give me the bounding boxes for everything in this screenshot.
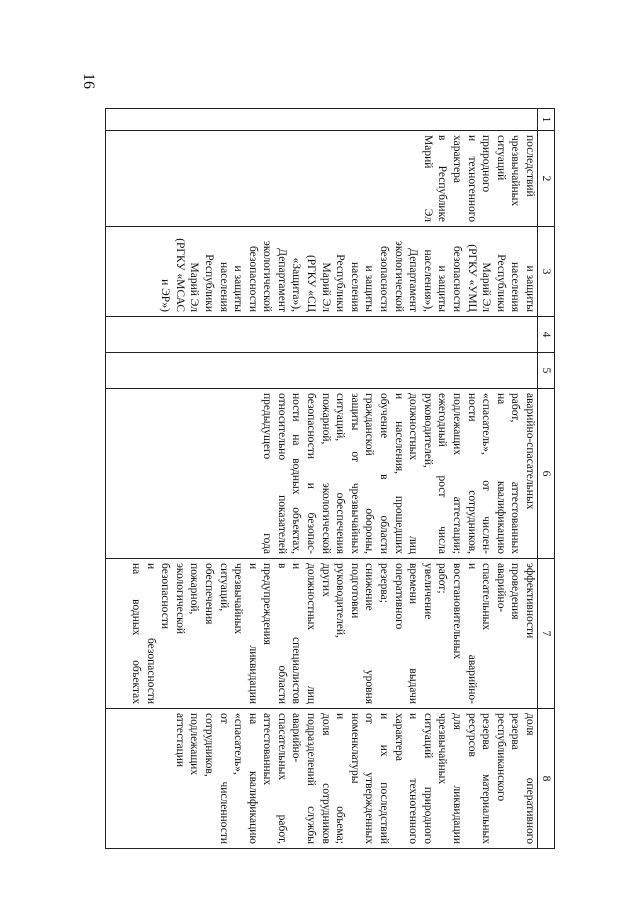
- cell-line: «спасатель», от числен-: [480, 393, 493, 554]
- cell-number: [106, 109, 538, 131]
- cell-line: Марий Эл: [188, 262, 201, 312]
- cell-line: резерва;: [378, 563, 391, 603]
- col-header-2: 2: [538, 131, 555, 227]
- cell-line: и объема;: [334, 713, 347, 844]
- cell-line: доля сотрудников: [319, 713, 332, 844]
- cell-line: и защиты: [524, 265, 536, 312]
- cell-program-name: [106, 131, 538, 227]
- col-header-8: 8: [538, 709, 555, 849]
- cell-line: чрезвычайных: [509, 135, 522, 207]
- cell-line: республиканского: [494, 713, 507, 802]
- cell-line: (РГКУ «УМЦ: [465, 244, 478, 312]
- cell-line: населения: [217, 261, 230, 312]
- cell-line: безопасности: [246, 245, 259, 312]
- cell-expected-results: [106, 389, 538, 559]
- cell-line: безопасности и безопас-: [305, 393, 318, 554]
- cell-line: от численности: [217, 713, 230, 844]
- measures-table: [105, 108, 555, 849]
- cell-line: восстановительных: [451, 563, 464, 660]
- header-row: [538, 109, 555, 849]
- cell-line: Марий Эл: [319, 262, 332, 312]
- cell-line: ситуаций,: [217, 563, 230, 612]
- cell-line: (РГКУ «СЦ: [305, 254, 318, 312]
- cell-line: экологической: [261, 240, 274, 312]
- cell-line: и ликвидации: [246, 563, 259, 704]
- cell-line: природного: [480, 135, 493, 193]
- cell-line: спасательных: [480, 563, 493, 631]
- cell-line: подлежащих аттестации;: [451, 393, 464, 554]
- cell-line: и защиты: [232, 265, 245, 312]
- cell-line: безопасности: [378, 245, 391, 312]
- col-header-5: 5: [538, 353, 555, 389]
- cell-line: Марий Эл: [480, 262, 493, 312]
- cell-line: относительно показателей: [275, 393, 288, 554]
- cell-line: предупреждения: [261, 563, 274, 645]
- cell-line: характера: [392, 713, 405, 761]
- cell-line: и безопасности: [144, 563, 157, 704]
- cell-executors: [106, 227, 538, 317]
- cell-line: эффективности: [524, 563, 536, 639]
- cell-line: должностных лиц: [407, 393, 420, 554]
- cell-line: «спасатель»,: [232, 713, 245, 775]
- cell-line: руководителей,: [421, 393, 434, 468]
- cell-line: и техногенного: [465, 135, 478, 222]
- cell-line: резерва: [509, 713, 522, 750]
- cell-line: аварийно-: [290, 713, 303, 763]
- cell-line: проведения: [509, 563, 522, 620]
- cell-line: «Защита»),: [290, 257, 303, 312]
- col-header-1: 1: [538, 109, 555, 131]
- cell-col5: [106, 353, 538, 389]
- cell-line: руководителей,: [334, 563, 347, 638]
- cell-line: от утвержденных: [363, 713, 376, 844]
- cell-line: последствий: [524, 135, 536, 197]
- cell-line: аварийно-спасательных: [524, 393, 536, 510]
- cell-line: Департамент: [407, 248, 420, 312]
- cell-line: Республики: [202, 254, 215, 312]
- cell-line: чрезвычайных: [232, 563, 245, 635]
- cell-line: подразделений службы: [305, 713, 318, 844]
- cell-line: спасательных работ,: [275, 713, 288, 844]
- cell-line: ности на водных объектах,: [290, 393, 303, 554]
- cell-line: чрезвычайных: [436, 713, 449, 785]
- cell-line: работ;: [436, 563, 449, 594]
- cell-line: и ЭР»): [159, 279, 172, 312]
- cell-line: аттестации: [173, 713, 186, 768]
- cell-line: экологической: [173, 563, 186, 635]
- cell-line: и аварийно-: [465, 563, 478, 704]
- cell-line: и населения, прошедших: [392, 393, 405, 554]
- cell-line: ситуаций, обеспечения: [334, 393, 347, 554]
- cell-line: других: [319, 563, 332, 597]
- cell-line: пожарной,: [188, 563, 201, 615]
- cell-line: и техногенного: [407, 713, 420, 844]
- cell-line: ности сотрудников,: [465, 393, 478, 554]
- cell-line: и защиты: [363, 265, 376, 312]
- cell-line: для ликвидации: [451, 713, 464, 844]
- cell-line: должностных лиц: [305, 563, 318, 704]
- cell-line: населения: [348, 261, 361, 312]
- cell-line: снижение уровня: [363, 563, 376, 704]
- table-row: [106, 109, 538, 849]
- cell-line: ресурсов: [465, 713, 478, 757]
- cell-line: Республики: [494, 254, 507, 312]
- cell-line: обеспечения: [202, 563, 215, 625]
- cell-line: на квалификацию: [494, 393, 507, 554]
- col-header-7: 7: [538, 559, 555, 709]
- cell-line: безопасности: [159, 563, 172, 630]
- cell-line: предыдущего года: [261, 393, 274, 554]
- cell-line: номенклатуры: [348, 713, 361, 784]
- cell-consequences: [106, 559, 538, 709]
- col-header-4: 4: [538, 317, 555, 353]
- cell-line: на водных объектах: [129, 563, 142, 704]
- cell-line: аварийно-: [494, 563, 507, 613]
- cell-line: в Республике: [436, 135, 449, 222]
- cell-col4: [106, 317, 538, 353]
- cell-line: подготовки: [348, 563, 361, 619]
- cell-line: ежегодный рост числа: [436, 393, 449, 554]
- cell-line: характера: [451, 135, 464, 183]
- cell-line: в области: [275, 563, 288, 704]
- cell-line: населения: [509, 261, 522, 312]
- cell-line: обучение в области: [378, 393, 391, 554]
- cell-line: резерва материальных: [480, 713, 493, 844]
- cell-line: ситуаций природного: [421, 713, 434, 844]
- cell-line: времени выдачи: [407, 563, 420, 704]
- cell-line: безопасности: [451, 245, 464, 312]
- col-header-6: 6: [538, 389, 555, 559]
- cell-line: Республики: [334, 254, 347, 312]
- cell-line: (РГКУ «МСАС: [173, 238, 186, 312]
- cell-line: подлежащих: [188, 713, 201, 776]
- col-header-3: 3: [538, 227, 555, 317]
- cell-line: гражданской обороны,: [363, 393, 376, 554]
- cell-line: Марий Эл: [421, 135, 434, 222]
- cell-line: Департамент: [275, 248, 288, 312]
- cell-line: доля оперативного: [524, 713, 536, 844]
- cell-line: защиты от чрезвычайных: [348, 393, 361, 554]
- cell-line: пожарной, экологической: [319, 393, 332, 554]
- cell-line: населения»),: [421, 249, 434, 312]
- cell-line: ситуаций: [494, 135, 507, 181]
- rotated-table-wrapper: [105, 108, 555, 848]
- cell-line: сотрудников,: [202, 713, 215, 777]
- cell-line: оперативного: [392, 563, 405, 630]
- cell-line: и их последствий: [378, 713, 391, 844]
- cell-line: увеличение: [421, 563, 434, 620]
- page-number: 16: [80, 73, 97, 89]
- cell-line: на квалификацию: [246, 713, 259, 844]
- cell-indicators: [106, 709, 538, 849]
- cell-line: и защиты: [436, 265, 449, 312]
- cell-line: работ, аттестованных: [509, 393, 522, 554]
- cell-line: аттестованных: [261, 713, 274, 786]
- cell-line: экологической: [392, 240, 405, 312]
- cell-line: и специалистов: [290, 563, 303, 704]
